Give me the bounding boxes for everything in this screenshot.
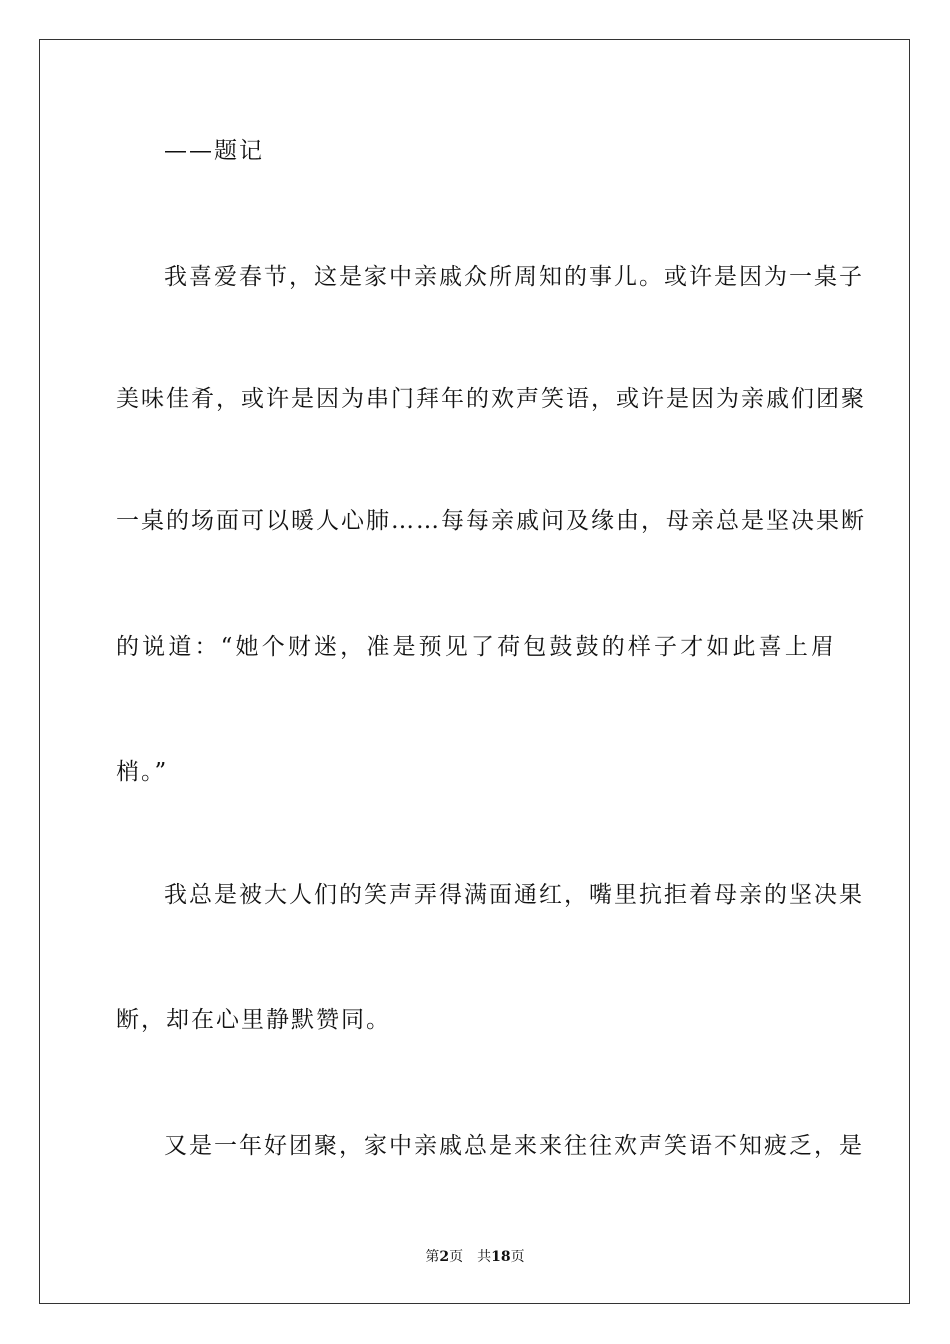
paragraph-line-6: 我总是被大人们的笑声弄得满面通红，嘴里抗拒着母亲的坚决果 xyxy=(164,882,864,908)
epigraph: ——题记 xyxy=(164,138,264,164)
page-border xyxy=(39,39,910,1304)
paragraph-line-1: 我喜爱春节，这是家中亲戚众所周知的事儿。或许是因为一桌子 xyxy=(164,264,864,290)
total-prefix: 共 xyxy=(477,1249,492,1265)
paragraph-line-5: 梢。” xyxy=(116,759,169,785)
paragraph-line-4: 的说道：“她个财迷，准是预见了荷包鼓鼓的样子才如此喜上眉 xyxy=(116,634,836,660)
page-current: 2 xyxy=(439,1249,450,1265)
total-suffix: 页 xyxy=(510,1249,525,1265)
paragraph-line-2: 美味佳肴，或许是因为串门拜年的欢声笑语，或许是因为亲戚们团聚 xyxy=(116,386,866,412)
page-total: 18 xyxy=(491,1249,511,1265)
page-footer xyxy=(0,1248,950,1266)
paragraph-line-7: 断，却在心里静默赞同。 xyxy=(116,1007,391,1033)
paragraph-line-8: 又是一年好团聚，家中亲戚总是来来往往欢声笑语不知疲乏，是 xyxy=(164,1133,864,1159)
page-prefix: 第 xyxy=(425,1249,440,1265)
page-suffix: 页 xyxy=(449,1249,464,1265)
paragraph-line-3: 一桌的场面可以暖人心肺……每每亲戚问及缘由，母亲总是坚决果断 xyxy=(116,508,866,534)
